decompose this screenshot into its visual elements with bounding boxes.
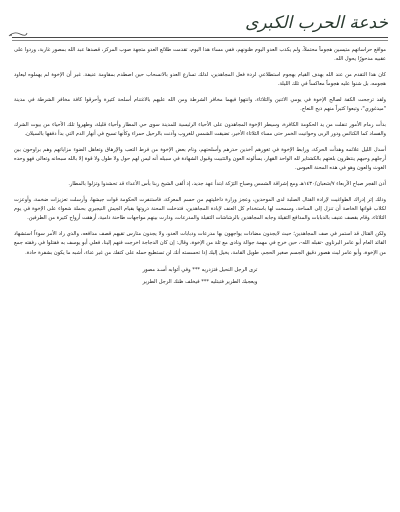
paragraph-1: مواقع حراساتهم متيسين هجوماً محتملاً، ولم يكذب العدو اليوم ظنونهم، ففي مساء هذا اليوم، تقدمت طلائع العدو متجهة صوب المركز، قصدها عبد الله بمصور غاربة، وردوا على عقبيه مدحورًا يحول الله. bbox=[14, 47, 386, 63]
paragraph-5: أسدل الليل علائمه وهدأت الحركة، ورابط الإخوة في ثغورهم آخذين حذرهم وأسلحتهم، ونام بعض الإخوة من فرط التعب والإرهاق وتعاهل الضوء مزاياتهم وهم براوحون بين أرجلهم وحيهم ينتظرون بلغتهم بالكشتاير لله الواحد القهار، يسألونه العون والتثبيت وقبول الشهادة في سبيله أنه ليس لهم حول ولا طول ولا قوة إلا بالله سبحانه وتعالى فهو وحده الغوث والعون وهو في هذه المحنة العيوس. bbox=[14, 147, 386, 172]
paragraph-3: ولقد ترجحت الكفة لصالح الإخوة في يومي الاثنين والثلاثاء، وانتهوا فيهما مخافر الشرطة ومن الله عليهم بالاغتنام أسلحة كثيرة وأحرقوا كافة مخافر الشرطة في مدينة "ميدغوري"، وتبعوا كثيراً منهم ذبح النعاج. bbox=[14, 97, 386, 113]
paragraph-4: بدأت زمام الأمور تنفلت من يد الحكومة الكافرة، وسيطر الإخوة المجاهدون على الأحياء الرئيسية للمدينة سوى حي المطار وأحياء قليلة، وطهروا تلك الأحياء من بيوت الشرك والفساد كما الكنائس ودور الربى وحوانيت الخمر حتى مساء الثلاثاء الأخير، تضيقت الشمس للغروب وآذنت بالرحيل حمراء وكأنها تسيح في أنهار الدم التي بدأ دفقها بالسيلان. bbox=[14, 122, 386, 138]
header-divider bbox=[12, 37, 388, 38]
paragraph-6: أذن الفجر صباح الأربعاء ٧/شعبان/١٤٣٠هـ ومع إشراقة الشمس وصباح البَرَكة ابتدأ عهد جديد، إذ ألقى الشيخ ربنا بأس الأعداء قد تحشدوا وتزلوا بالمطار. bbox=[68, 181, 386, 188]
poem bbox=[14, 264, 386, 288]
paragraph-2: كان هذا التقدم من عند الله بهدف القيام بهجوم استطلاعي لردة فعل المجاهدين، لذلك تسارع العدو بالانسحاب حين اصطدم بمقاومة عنيفة. غير أن الإخوة لم يهملوه ليعاود هجومه، بل شنوا عليه هجوماً معاكساً في تلك الليلة. bbox=[14, 72, 386, 88]
header-divider-thin bbox=[12, 40, 388, 41]
page-title: خدعة الحرب الكبرى bbox=[245, 13, 388, 33]
poem-line-2: ويعجبك الطرير فتبتليه *** فيخلف ظنك الرجل الطرير bbox=[142, 279, 258, 286]
poem-line-1: ترى الرجل النحيل فتزدريه *** وفي أثوابه أسـد مصور bbox=[142, 267, 258, 274]
paragraph-7: وذلك إثر إدراك الطواغيت لإرادة القتال الصلبة لدى الموحدين، وعجز وزارة داخليتهم من حسم المعركة، فاستنفرت الحكومة قوات جيشها، وأرسلت تعزيزات ضخمة، وأوعزت لكلاب قواتها الخاصة أن تنزل إلى الساحة، وسمحت لها باستخدام كل العنف لإبادة المجاهدين، فتدخلت المحنة ذروتها بقيام الجيش النيجيري بحملة شعواء على الإخوة في يوم الثلاثاء، وقام بقصف عنيف بالدبابات والمدافع الثقيلة وجابه المجاهدين بالرشاشات الثقيلة والمدرعات، ودارت بينهم مواجهات طاحنة دامية، أزهقت أرواح كثيرة من الطرفين. bbox=[14, 197, 386, 222]
article-body bbox=[14, 46, 386, 508]
header bbox=[245, 5, 388, 35]
paragraph-8: ولكن القتال قد استمر في صف المجاهدين؛ حيث لايجدون مضادات يواجهون بها مدرعات ودبابات العدو، ولا يجدون متارس تقيهم قصف مدافعه، والذي زاد الأمر سوءاً استشهاد القائد العام أبو عامر البرناوي -تقبله الله-، حين خرج في مهمة جوالة ونادى مع ثلة من الإخوة، وقال: إن كان الدجاجة اخرجت فنهم إلينا، فعلي أبو يوسف به فقتلوا في رفقته جمع من الإخوة، وأبو عامر ليث هصور دقيق الجسم صغير الحجم، طويل القامة، يخيل إليك إذا تحسسته أنك لن تستطيع حمله على كتفك من غير عناء، أشبه ما يكون بشفرة حادة. bbox=[14, 231, 386, 256]
